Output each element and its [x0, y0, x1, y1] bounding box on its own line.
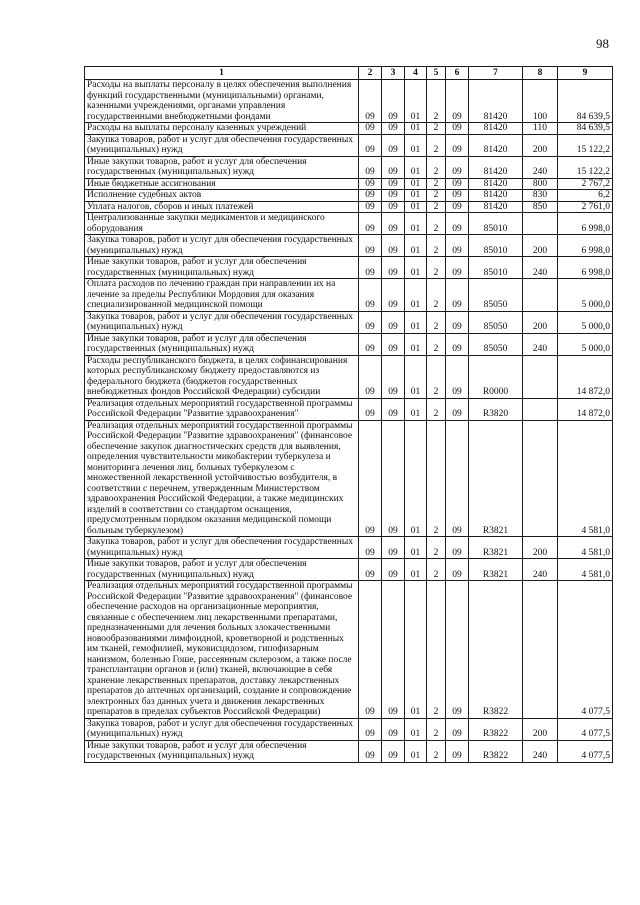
section-code-cell: 09: [382, 257, 405, 279]
expense-type-cell: 200: [523, 311, 558, 333]
subsection-code-cell: 01: [405, 134, 427, 156]
subprogram-code-cell: 09: [446, 190, 469, 202]
gov-code-cell: 09: [359, 355, 382, 398]
row-name-cell: Иные закупки товаров, работ и услуг для обеспечения государственных (муниципальных) нужд: [85, 740, 359, 762]
section-code-cell: 09: [382, 201, 405, 213]
gov-code-cell: 09: [359, 134, 382, 156]
subsection-code-cell: 01: [405, 537, 427, 559]
expense-type-cell: 200: [523, 718, 558, 740]
subprogram-code-cell: 09: [446, 333, 469, 355]
subsection-code-cell: 01: [405, 156, 427, 178]
row-name-cell: Закупка товаров, работ и услуг для обеспечения государственных (муниципальных) нужд: [85, 134, 359, 156]
section-code-cell: 09: [382, 213, 405, 235]
amount-cell: 5 000,0: [558, 311, 613, 333]
gov-code-cell: 09: [359, 581, 382, 719]
program-code-cell: 2: [427, 559, 446, 581]
amount-cell: 4 077,5: [558, 581, 613, 719]
expense-type-cell: [523, 581, 558, 719]
amount-cell: 6 998,0: [558, 257, 613, 279]
gov-code-cell: 09: [359, 213, 382, 235]
subsection-code-cell: 01: [405, 190, 427, 202]
subsection-code-cell: 01: [405, 235, 427, 257]
target-code-cell: 81420: [469, 190, 523, 202]
row-name-cell: Расходы на выплаты персоналу в целях обеспечения выполнения функций государственными (муниципальными) органами, казенными учреждениями, органами управления государственными внебюджетными фондами: [85, 80, 359, 123]
program-code-cell: 2: [427, 537, 446, 559]
header-cell: 8: [523, 67, 558, 80]
subsection-code-cell: 01: [405, 123, 427, 135]
header-cell: 7: [469, 67, 523, 80]
section-code-cell: 09: [382, 420, 405, 537]
gov-code-cell: 09: [359, 279, 382, 312]
section-code-cell: 09: [382, 740, 405, 762]
target-code-cell: 85050: [469, 311, 523, 333]
target-code-cell: R3821: [469, 420, 523, 537]
section-code-cell: 09: [382, 311, 405, 333]
section-code-cell: 09: [382, 581, 405, 719]
gov-code-cell: 09: [359, 201, 382, 213]
table-row: [85, 80, 613, 123]
expense-type-cell: [523, 355, 558, 398]
gov-code-cell: 09: [359, 333, 382, 355]
subsection-code-cell: 01: [405, 213, 427, 235]
header-cell: 9: [558, 67, 613, 80]
expense-type-cell: 850: [523, 201, 558, 213]
table-row: [85, 559, 613, 581]
table-row: [85, 355, 613, 398]
subprogram-code-cell: 09: [446, 235, 469, 257]
expense-type-cell: 100: [523, 80, 558, 123]
subprogram-code-cell: 09: [446, 740, 469, 762]
subprogram-code-cell: 09: [446, 311, 469, 333]
expense-type-cell: 240: [523, 257, 558, 279]
subprogram-code-cell: 09: [446, 355, 469, 398]
row-name-cell: Реализация отдельных мероприятий государственной программы Российской Федерации "Развитие здравоохранения": [85, 398, 359, 420]
program-code-cell: 2: [427, 156, 446, 178]
section-code-cell: 09: [382, 134, 405, 156]
amount-cell: 84 639,5: [558, 123, 613, 135]
expense-type-cell: 200: [523, 235, 558, 257]
amount-cell: 6 998,0: [558, 235, 613, 257]
header-row: [85, 67, 613, 80]
gov-code-cell: 09: [359, 420, 382, 537]
program-code-cell: 2: [427, 311, 446, 333]
expense-type-cell: 830: [523, 190, 558, 202]
expense-type-cell: [523, 279, 558, 312]
target-code-cell: 81420: [469, 134, 523, 156]
subsection-code-cell: 01: [405, 257, 427, 279]
amount-cell: 4 581,0: [558, 420, 613, 537]
target-code-cell: 81420: [469, 80, 523, 123]
target-code-cell: 81420: [469, 178, 523, 190]
program-code-cell: 2: [427, 420, 446, 537]
section-code-cell: 09: [382, 235, 405, 257]
subprogram-code-cell: 09: [446, 420, 469, 537]
expense-type-cell: 240: [523, 559, 558, 581]
row-name-cell: Централизованные закупки медикаментов и медицинского оборудования: [85, 213, 359, 235]
gov-code-cell: 09: [359, 311, 382, 333]
section-code-cell: 09: [382, 279, 405, 312]
expense-type-cell: 200: [523, 134, 558, 156]
expense-type-cell: 240: [523, 156, 558, 178]
subprogram-code-cell: 09: [446, 156, 469, 178]
section-code-cell: 09: [382, 398, 405, 420]
program-code-cell: 2: [427, 355, 446, 398]
amount-cell: 2 761,0: [558, 201, 613, 213]
header-cell: 6: [446, 67, 469, 80]
target-code-cell: R3821: [469, 537, 523, 559]
section-code-cell: 09: [382, 333, 405, 355]
row-name-cell: Закупка товаров, работ и услуг для обеспечения государственных (муниципальных) нужд: [85, 235, 359, 257]
program-code-cell: 2: [427, 201, 446, 213]
program-code-cell: 2: [427, 80, 446, 123]
header-cell: 5: [427, 67, 446, 80]
row-name-cell: Закупка товаров, работ и услуг для обеспечения государственных (муниципальных) нужд: [85, 718, 359, 740]
subprogram-code-cell: 09: [446, 279, 469, 312]
gov-code-cell: 09: [359, 718, 382, 740]
target-code-cell: R0000: [469, 355, 523, 398]
row-name-cell: Иные закупки товаров, работ и услуг для обеспечения государственных (муниципальных) нужд: [85, 333, 359, 355]
table-row: [85, 235, 613, 257]
program-code-cell: 2: [427, 740, 446, 762]
amount-cell: 5 000,0: [558, 279, 613, 312]
subsection-code-cell: 01: [405, 311, 427, 333]
row-name-cell: Расходы на выплаты персоналу казенных учреждений: [85, 123, 359, 135]
header-cell: 2: [359, 67, 382, 80]
program-code-cell: 2: [427, 235, 446, 257]
amount-cell: 15 122,2: [558, 156, 613, 178]
table-row: [85, 740, 613, 762]
table-row: [85, 213, 613, 235]
subsection-code-cell: 01: [405, 740, 427, 762]
program-code-cell: 2: [427, 134, 446, 156]
table-row: [85, 718, 613, 740]
table-row: [85, 257, 613, 279]
amount-cell: 4 077,5: [558, 718, 613, 740]
table-row: [85, 156, 613, 178]
expense-type-cell: 800: [523, 178, 558, 190]
amount-cell: 15 122,2: [558, 134, 613, 156]
section-code-cell: 09: [382, 537, 405, 559]
expense-type-cell: [523, 213, 558, 235]
target-code-cell: R3822: [469, 581, 523, 719]
amount-cell: 6,2: [558, 190, 613, 202]
budget-table: [84, 66, 613, 763]
gov-code-cell: 09: [359, 190, 382, 202]
program-code-cell: 2: [427, 398, 446, 420]
program-code-cell: 2: [427, 333, 446, 355]
target-code-cell: R3821: [469, 559, 523, 581]
header-cell: 1: [85, 67, 359, 80]
gov-code-cell: 09: [359, 398, 382, 420]
subsection-code-cell: 01: [405, 581, 427, 719]
row-name-cell: Иные бюджетные ассигнования: [85, 178, 359, 190]
table-row: [85, 333, 613, 355]
amount-cell: 4 581,0: [558, 537, 613, 559]
subsection-code-cell: 01: [405, 279, 427, 312]
table-row: [85, 134, 613, 156]
target-code-cell: 85010: [469, 235, 523, 257]
program-code-cell: 2: [427, 123, 446, 135]
target-code-cell: 81420: [469, 201, 523, 213]
amount-cell: 4 077,5: [558, 740, 613, 762]
subprogram-code-cell: 09: [446, 201, 469, 213]
subsection-code-cell: 01: [405, 718, 427, 740]
target-code-cell: 85010: [469, 257, 523, 279]
section-code-cell: 09: [382, 718, 405, 740]
section-code-cell: 09: [382, 355, 405, 398]
subsection-code-cell: 01: [405, 420, 427, 537]
table-row: [85, 581, 613, 719]
subsection-code-cell: 01: [405, 355, 427, 398]
table-row: [85, 190, 613, 202]
row-name-cell: Иные закупки товаров, работ и услуг для обеспечения государственных (муниципальных) нужд: [85, 257, 359, 279]
program-code-cell: 2: [427, 190, 446, 202]
row-name-cell: Расходы республиканского бюджета, в целях софинансирования которых республиканскому бюджету предоставляются из федерального бюджета (бюджетов государственных внебюджетных фондов Российской Федерации) субсидии: [85, 355, 359, 398]
subsection-code-cell: 01: [405, 398, 427, 420]
section-code-cell: 09: [382, 190, 405, 202]
gov-code-cell: 09: [359, 123, 382, 135]
table-row: [85, 201, 613, 213]
subsection-code-cell: 01: [405, 559, 427, 581]
subprogram-code-cell: 09: [446, 718, 469, 740]
amount-cell: 84 639,5: [558, 80, 613, 123]
section-code-cell: 09: [382, 178, 405, 190]
section-code-cell: 09: [382, 559, 405, 581]
table-row: [85, 123, 613, 135]
table-row: [85, 279, 613, 312]
subprogram-code-cell: 09: [446, 80, 469, 123]
amount-cell: 2 767,2: [558, 178, 613, 190]
table-row: [85, 420, 613, 537]
amount-cell: 14 872,0: [558, 398, 613, 420]
subsection-code-cell: 01: [405, 333, 427, 355]
target-code-cell: 85050: [469, 333, 523, 355]
expense-type-cell: [523, 420, 558, 537]
row-name-cell: Иные закупки товаров, работ и услуг для обеспечения государственных (муниципальных) нужд: [85, 559, 359, 581]
gov-code-cell: 09: [359, 156, 382, 178]
subprogram-code-cell: 09: [446, 134, 469, 156]
header-cell: 3: [382, 67, 405, 80]
gov-code-cell: 09: [359, 235, 382, 257]
row-name-cell: Закупка товаров, работ и услуг для обеспечения государственных (муниципальных) нужд: [85, 311, 359, 333]
program-code-cell: 2: [427, 718, 446, 740]
table-body: [85, 80, 613, 763]
row-name-cell: Закупка товаров, работ и услуг для обеспечения государственных (муниципальных) нужд: [85, 537, 359, 559]
gov-code-cell: 09: [359, 537, 382, 559]
subprogram-code-cell: 09: [446, 398, 469, 420]
subprogram-code-cell: 09: [446, 537, 469, 559]
program-code-cell: 2: [427, 257, 446, 279]
subprogram-code-cell: 09: [446, 257, 469, 279]
target-code-cell: 81420: [469, 156, 523, 178]
program-code-cell: 2: [427, 213, 446, 235]
amount-cell: 6 998,0: [558, 213, 613, 235]
expense-type-cell: [523, 398, 558, 420]
table-row: [85, 537, 613, 559]
subsection-code-cell: 01: [405, 80, 427, 123]
row-name-cell: Исполнение судебных актов: [85, 190, 359, 202]
section-code-cell: 09: [382, 156, 405, 178]
subsection-code-cell: 01: [405, 178, 427, 190]
expense-type-cell: 240: [523, 333, 558, 355]
row-name-cell: Уплата налогов, сборов и иных платежей: [85, 201, 359, 213]
expense-type-cell: 110: [523, 123, 558, 135]
target-code-cell: 85010: [469, 213, 523, 235]
program-code-cell: 2: [427, 279, 446, 312]
target-code-cell: R3822: [469, 740, 523, 762]
header-cell: 4: [405, 67, 427, 80]
row-name-cell: Реализация отдельных мероприятий государственной программы Российской Федерации "Развитие здравоохранения" (финансовое обеспечение закупок диагностических средств для выявления, определения чувствительности микобактерии туберкулеза и мониторинга лечения лиц, больных туберкулезом с множественной лекарственной устойчивостью возбудителя, в соответствии с перечнем, утвержденным Министерством здравоохранения Российской Федерации, а также медицинских изделий в соответствии со стандартом оснащения, предусмотренным порядком оказания медицинской помощи больным туберкулезом): [85, 420, 359, 537]
amount-cell: 5 000,0: [558, 333, 613, 355]
gov-code-cell: 09: [359, 80, 382, 123]
subprogram-code-cell: 09: [446, 213, 469, 235]
amount-cell: 14 872,0: [558, 355, 613, 398]
subprogram-code-cell: 09: [446, 559, 469, 581]
gov-code-cell: 09: [359, 257, 382, 279]
row-name-cell: Оплата расходов по лечению граждан при направлении их на лечение за пределы Республики Мордовия для оказания специализированной медицинской помощи: [85, 279, 359, 312]
section-code-cell: 09: [382, 123, 405, 135]
table-row: [85, 178, 613, 190]
subprogram-code-cell: 09: [446, 178, 469, 190]
subprogram-code-cell: 09: [446, 581, 469, 719]
gov-code-cell: 09: [359, 559, 382, 581]
gov-code-cell: 09: [359, 740, 382, 762]
table-row: [85, 311, 613, 333]
subsection-code-cell: 01: [405, 201, 427, 213]
section-code-cell: 09: [382, 80, 405, 123]
target-code-cell: 85050: [469, 279, 523, 312]
row-name-cell: Реализация отдельных мероприятий государственной программы Российской Федерации "Развитие здравоохранения" (финансовое обеспечение расходов на организационные мероприятия, связанные с обеспечением лиц лекарственными препаратами, предназначенными для лечения больных злокачественными новообразованиями лимфоидной, кроветворной и родственных им тканей, гемофилией, муковисцидозом, гипофизарным нанизмом, болезнью Гоше, рассеянным склерозом, а также после трансплантации органов и (или) тканей, включающие в себя хранение лекарственных препаратов, доставку лекарственных препаратов до аптечных организаций, создание и сопровождение электронных баз данных учета и движения лекарственных препаратов в пределах субъектов Российской Федерации): [85, 581, 359, 719]
program-code-cell: 2: [427, 178, 446, 190]
target-code-cell: R3822: [469, 718, 523, 740]
page-number: 98: [596, 36, 609, 51]
target-code-cell: R3820: [469, 398, 523, 420]
target-code-cell: 81420: [469, 123, 523, 135]
subprogram-code-cell: 09: [446, 123, 469, 135]
row-name-cell: Иные закупки товаров, работ и услуг для обеспечения государственных (муниципальных) нужд: [85, 156, 359, 178]
program-code-cell: 2: [427, 581, 446, 719]
table-row: [85, 398, 613, 420]
expense-type-cell: 200: [523, 537, 558, 559]
expense-type-cell: 240: [523, 740, 558, 762]
gov-code-cell: 09: [359, 178, 382, 190]
amount-cell: 4 581,0: [558, 559, 613, 581]
